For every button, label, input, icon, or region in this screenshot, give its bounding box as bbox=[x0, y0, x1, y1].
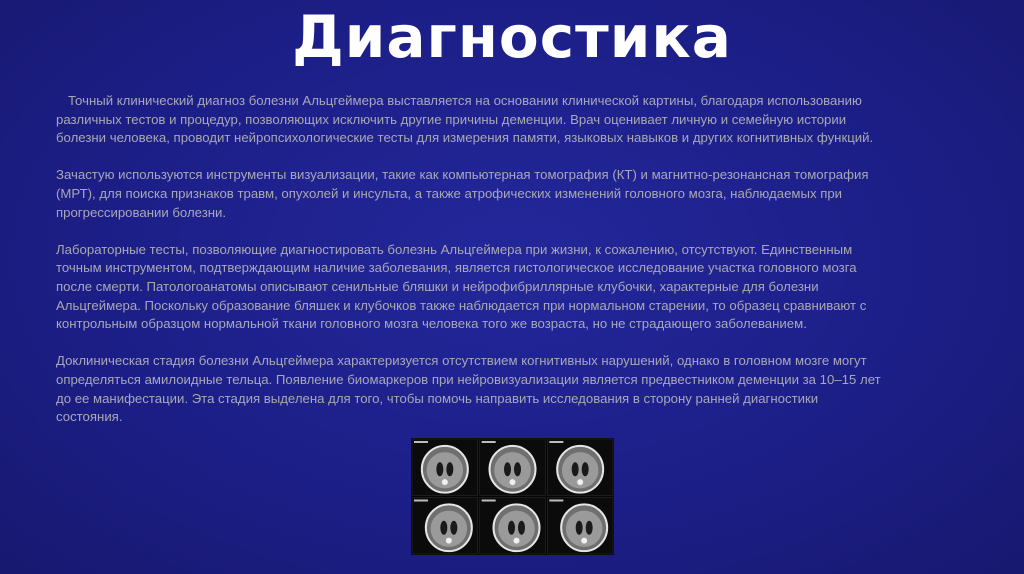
mri-slice bbox=[412, 498, 478, 555]
mri-slice bbox=[480, 498, 546, 555]
mri-slice bbox=[412, 439, 478, 496]
slide-body bbox=[56, 92, 886, 445]
mri-slice bbox=[547, 439, 613, 496]
mri-scan-graphic bbox=[411, 438, 614, 555]
paragraph-imaging: Зачастую используются инструменты визуализации, такие как компьютерная томография (КТ) и магнитно-резонансная томография (МРТ), для поиска признаков травм, опухолей и инсульта, а также атрофических изменений головного мозга, наблюдаемых при прогрессировании болезни. bbox=[56, 167, 869, 220]
mri-slice bbox=[547, 498, 613, 555]
mri-slice bbox=[480, 439, 546, 496]
mri-scan-image bbox=[411, 438, 614, 555]
paragraph-laboratory-tests: Лабораторные тесты, позволяющие диагностировать болезнь Альцгеймера при жизни, к сожалению, отсутствуют. Единственным точным инструментом, подтверждающим наличие заболевания, является гистологическое исследование участка головного мозга после смерти. Патологоанатомы описывают сенильные бляшки и нейрофибриллярные клубочки, характерные для болезни Альцгеймера. Поскольку образование бляшек и клубочков также наблюдается при нормальном старении, то образец сравнивают с контрольным образцом нормальной ткани головного мозга человека того же возраста, но не страдающего заболеванием. bbox=[56, 241, 867, 332]
slide-title: Диагностика bbox=[292, 3, 732, 71]
paragraph-preclinical-stage: Доклиническая стадия болезни Альцгеймера характеризуется отсутствием когнитивных нарушений, однако в головном мозге могут определяться амилоидные тельца. Появление биомаркеров при нейровизуализации является предвестником деменции за 10–15 лет до ее манифестации. Эта стадия выделена для того, чтобы помочь направить исследования в сторону ранней диагностики состояния. bbox=[56, 353, 881, 425]
paragraph-clinical-diagnosis: Точный клинический диагноз болезни Альцгеймера выставляется на основании клинической картины, благодаря использованию различных тестов и процедур, позволяющих исключить другие причины деменции. Врач оценивает личную и семейную истории болезни человека, проводит нейропсихологические тесты для измерения памяти, языковых навыков и других когнитивных функций. bbox=[56, 93, 874, 146]
